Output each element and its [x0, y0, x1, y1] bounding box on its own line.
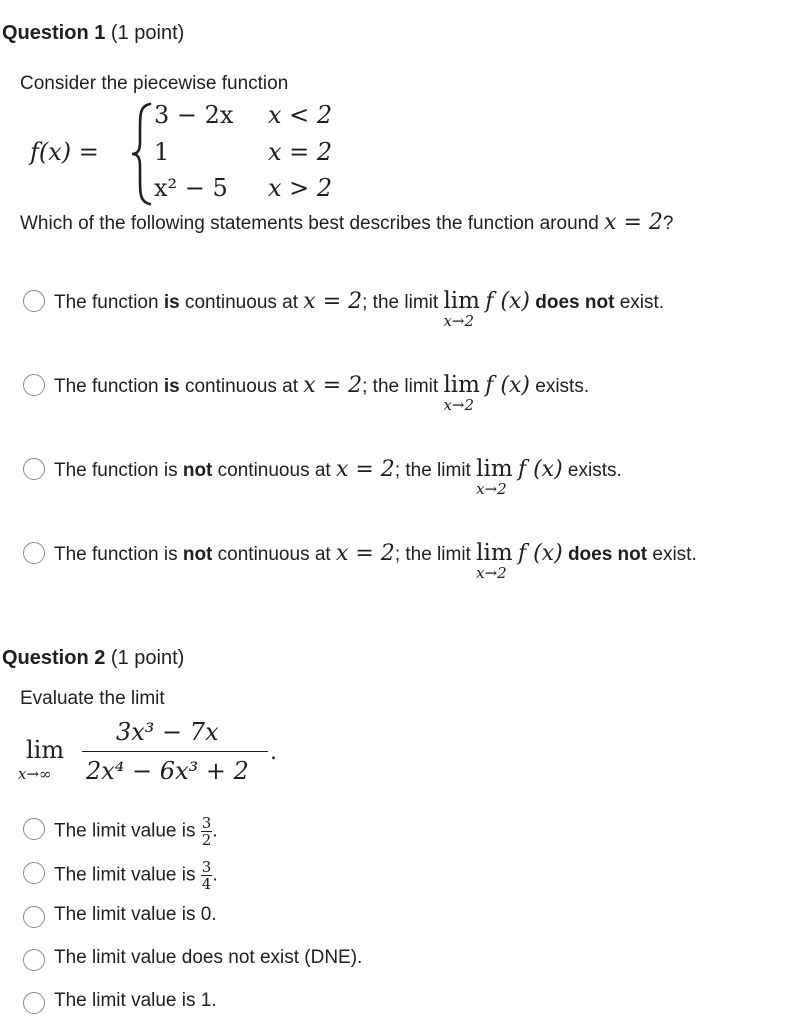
q2-option-1-num: 3: [201, 814, 212, 832]
q1-option-3-fx: f (x): [517, 457, 563, 482]
q2-option-2-den: 4: [201, 875, 212, 893]
q1-option-2-text-c: ; the limit: [362, 376, 444, 397]
q1-option-2-radio[interactable]: [23, 374, 45, 396]
q1-option-3-label[interactable]: [54, 456, 622, 498]
q2-lim-sub: x→∞: [18, 765, 52, 783]
question-1-intro: Consider the piecewise function: [20, 73, 289, 94]
q1-option-4-text-b: continuous at: [212, 544, 336, 565]
q1-option-2-label[interactable]: [54, 372, 590, 414]
q1-option-2-text-d: exists.: [529, 376, 590, 397]
case-2-expr: 1: [154, 138, 170, 166]
q1-option-4-text-a: The function is: [54, 544, 183, 565]
q1-option-2-bold-a: is: [163, 376, 180, 397]
q1-option-1-text-b: continuous at: [179, 292, 304, 313]
q2-option-2-num: 3: [201, 858, 212, 876]
q1-option-4-lim: lim: [476, 540, 513, 566]
q1-option-3-lim: lim: [476, 456, 513, 482]
q1-option-1-radio[interactable]: [23, 290, 45, 312]
q1-option-2-math: x = 2: [303, 373, 363, 398]
question-2-intro: Evaluate the limit: [20, 688, 165, 709]
q1-option-3-limit: [476, 456, 513, 498]
question-1-prompt-text: Which of the following statements best describes the function around: [20, 213, 599, 234]
q2-denominator: 2x⁴ − 6x³ + 2: [86, 757, 249, 785]
q1-option-2-text-a: The function: [54, 376, 164, 397]
q1-option-4-text-c: ; the limit: [394, 544, 477, 565]
case-3-expr: x² − 5: [154, 174, 228, 202]
q2-period: .: [270, 740, 277, 765]
q1-option-2-limit: [443, 372, 480, 414]
question-1-label: Question 1: [2, 22, 106, 44]
q1-option-3-lim-sub: x→2: [476, 480, 507, 498]
question-2-points: (1 point): [110, 647, 185, 669]
q1-option-1-label[interactable]: [54, 288, 665, 330]
q2-option-2-label[interactable]: [54, 859, 218, 892]
question-1-prompt: [20, 210, 673, 235]
q1-option-1-limit: [443, 288, 480, 330]
function-lhs: f(x) =: [30, 138, 99, 166]
q1-option-1-bold-b: does not: [535, 292, 615, 313]
question-2-label: Question 2: [2, 647, 106, 669]
q1-option-2-lim: lim: [443, 372, 480, 398]
q1-option-4-bold-b: does not: [567, 544, 648, 565]
q2-option-4-radio[interactable]: [23, 949, 45, 971]
q1-option-2-fx: f (x): [485, 373, 530, 398]
case-2-cond: x = 2: [268, 138, 333, 166]
q2-option-1-fraction: [201, 815, 213, 848]
question-2-title: [2, 647, 184, 670]
q2-option-3-label[interactable]: The limit value is 0.: [54, 904, 217, 925]
q1-option-3-math: x = 2: [335, 457, 395, 482]
q1-option-4-label[interactable]: [54, 540, 697, 582]
q2-option-5-radio[interactable]: [23, 992, 45, 1014]
q2-numerator: 3x³ − 7x: [116, 718, 219, 746]
case-1-cond: x < 2: [268, 101, 333, 129]
q1-option-1-lim: lim: [443, 288, 480, 314]
q2-option-2-fraction: [201, 859, 213, 892]
q1-option-1-fx: f (x): [485, 289, 530, 314]
q1-option-1-math: x = 2: [303, 289, 363, 314]
q1-option-1-bold-a: is: [163, 292, 180, 313]
q2-option-2-text: The limit value is: [54, 864, 201, 886]
q2-lim-word: lim: [26, 736, 65, 764]
q2-option-2-post: .: [212, 864, 218, 886]
q1-option-4-bold-a: not: [182, 544, 213, 565]
case-1-expr: 3 − 2x: [154, 101, 234, 129]
q1-option-4-math: x = 2: [335, 541, 395, 566]
q1-option-4-lim-sub: x→2: [476, 564, 507, 582]
q1-option-1-text-e: exist.: [614, 292, 665, 313]
question-1-points: (1 point): [110, 22, 185, 44]
q1-option-3-text-c: ; the limit: [394, 460, 477, 481]
q2-option-3-radio[interactable]: [23, 906, 45, 928]
question-1-prompt-end: ?: [662, 213, 674, 234]
q1-option-1-text-c: ; the limit: [362, 292, 444, 313]
q1-option-1-text-a: The function: [54, 292, 164, 313]
q1-option-4-radio[interactable]: [23, 542, 45, 564]
q2-option-1-text: The limit value is: [54, 820, 201, 842]
q2-option-1-post: .: [212, 820, 218, 842]
question-1-title: [2, 22, 184, 45]
case-3-cond: x > 2: [268, 174, 333, 202]
q1-option-3-text-a: The function is: [54, 460, 183, 481]
q1-option-1-lim-sub: x→2: [443, 312, 475, 330]
q1-option-2-lim-sub: x→2: [443, 396, 475, 414]
q1-option-3-text-d: exists.: [562, 460, 622, 481]
q2-option-5-label[interactable]: The limit value is 1.: [54, 990, 217, 1011]
q2-option-2-radio[interactable]: [23, 862, 45, 884]
q2-option-4-label[interactable]: The limit value does not exist (DNE).: [54, 947, 363, 968]
question-1-prompt-math: x = 2: [604, 210, 663, 235]
q1-option-4-limit: [476, 540, 513, 582]
q2-option-1-label[interactable]: [54, 815, 218, 848]
q2-fraction-bar: [82, 751, 268, 752]
q1-option-3-bold-a: not: [182, 460, 213, 481]
piecewise-brace-icon: [128, 100, 154, 208]
q1-option-4-text-e: exist.: [647, 544, 697, 565]
q1-option-2-text-b: continuous at: [179, 376, 304, 397]
q1-option-4-fx: f (x): [517, 541, 563, 566]
q1-option-3-radio[interactable]: [23, 458, 45, 480]
q2-option-1-den: 2: [201, 831, 212, 849]
q2-option-1-radio[interactable]: [23, 818, 45, 840]
q1-option-3-text-b: continuous at: [212, 460, 336, 481]
